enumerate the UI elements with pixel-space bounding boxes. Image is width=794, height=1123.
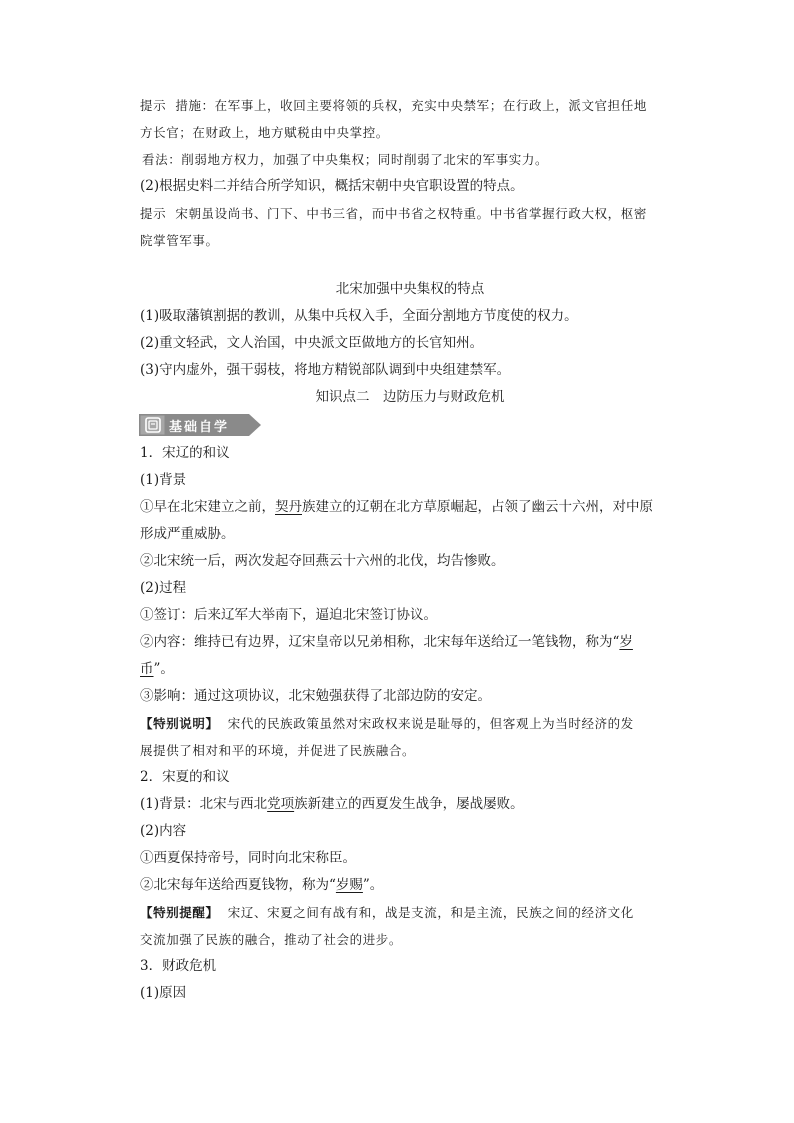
process-item-3: ③影响：通过这项协议，北宋勉强获得了北部边防的安定。 bbox=[140, 688, 491, 704]
process-label: (2)过程 bbox=[140, 580, 187, 596]
content-item-1: ①西夏保持帝号，同时向北宋称臣。 bbox=[140, 850, 356, 866]
special-remind-line-1: 【特别提醒】 宋辽、宋夏之间有战有和，战是支流，和是主流，民族之间的经济文化 bbox=[140, 905, 634, 920]
background-label: (1)背景 bbox=[140, 472, 187, 488]
hint-1-line-2: 方长官；在财政上，地方赋税由中央掌控。 bbox=[140, 125, 389, 140]
special-note-line-2: 展提供了相对和平的环境，并促进了民族融合。 bbox=[140, 743, 416, 758]
knowledge-point-title: 知识点二 边防压力与财政危机 bbox=[315, 389, 505, 405]
cause-label: (1)原因 bbox=[140, 985, 187, 1001]
question-2: (2)根据史料二并结合所学知识，概括宋朝中央官职设置的特点。 bbox=[140, 178, 524, 194]
summary-item: (3)守内虚外，强干弱枝，将地方精锐部队调到中央组建禁军。 bbox=[140, 362, 511, 378]
underlined-term: 岁赐 bbox=[335, 877, 363, 893]
heading-liao: 1．宋辽的和议 bbox=[140, 445, 230, 461]
hint-label: 提示 bbox=[140, 98, 167, 113]
underlined-term: 党项 bbox=[267, 796, 295, 812]
process-item-2-cont: 币”。 bbox=[140, 661, 174, 677]
heading-xia: 2．宋夏的和议 bbox=[140, 769, 230, 785]
special-note-line-1: 【特别说明】 宋代的民族政策虽然对宋政权来说是耻辱的，但客观上为当时经济的发 bbox=[140, 716, 634, 731]
hint-label: 提示 bbox=[140, 206, 167, 221]
document-page bbox=[140, 92, 680, 1007]
hint-2-line-1: 提示 宋朝虽设尚书、门下、中书三省，而中书省之权特重。中书省掌握行政大权，枢密 bbox=[140, 206, 647, 221]
process-item-1: ①签订：后来辽军大举南下，逼迫北宋签订协议。 bbox=[140, 607, 437, 623]
note-label: 【特别说明】 bbox=[140, 716, 219, 731]
content-item-2: ②北宋每年送给西夏钱物，称为“岁赐”。 bbox=[140, 877, 384, 893]
hint-1-line-1: 提示 措施：在军事上，收回主要将领的兵权，充实中央禁军；在行政上，派文官担任地 bbox=[140, 98, 647, 113]
heading-finance: 3．财政危机 bbox=[140, 958, 217, 974]
underlined-term: 岁 bbox=[619, 634, 633, 650]
background-item-1-cont: 形成严重威胁。 bbox=[140, 526, 235, 542]
banner-label: 基础自学 bbox=[169, 420, 230, 435]
remind-label: 【特别提醒】 bbox=[140, 905, 219, 920]
view-line: 看法：削弱地方权力，加强了中央集权；同时削弱了北宋的军事实力。 bbox=[142, 152, 549, 167]
underlined-term: 契丹 bbox=[275, 499, 302, 515]
process-item-2: ②内容：维持已有边界，辽宋皇帝以兄弟相称，北宋每年送给辽一笔钱物，称为“岁 bbox=[140, 634, 633, 650]
notebook-icon bbox=[144, 416, 162, 434]
background-item-1: ①早在北宋建立之前，契丹族建立的辽朝在北方草原崛起，占领了幽云十六州，对中原 bbox=[140, 499, 653, 515]
summary-title: 北宋加强中央集权的特点 bbox=[335, 281, 485, 297]
summary-item: (2)重文轻武，文人治国，中央派文臣做地方的长官知州。 bbox=[140, 335, 484, 351]
section-banner bbox=[139, 414, 259, 436]
hint-2-line-2: 院掌管军事。 bbox=[140, 233, 219, 248]
xia-background: (1)背景：北宋与西北党项族新建立的西夏发生战争，屡战屡败。 bbox=[140, 796, 524, 812]
background-item-2: ②北宋统一后，两次发起夺回燕云十六州的北伐，均告惨败。 bbox=[140, 553, 505, 569]
special-remind-line-2: 交流加强了民族的融合，推动了社会的进步。 bbox=[140, 932, 403, 947]
content-label: (2)内容 bbox=[140, 823, 187, 839]
summary-item: (1)吸取藩镇割据的教训，从集中兵权入手，全面分割地方节度使的权力。 bbox=[140, 308, 578, 324]
underlined-term: 币 bbox=[140, 661, 154, 677]
